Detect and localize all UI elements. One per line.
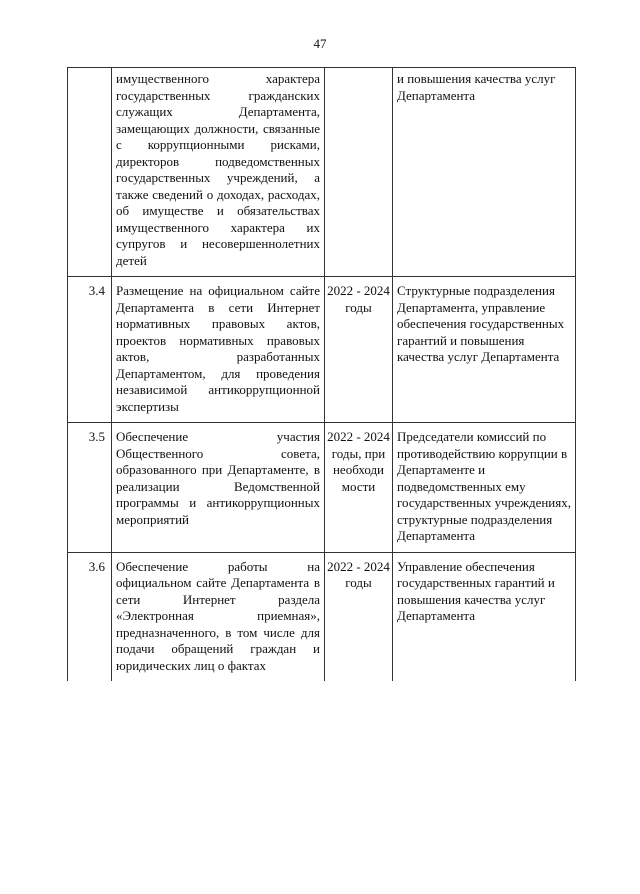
deadline-text [325, 68, 393, 277]
measure-text: имущественного характера государственных гражданских служащих Департамента, замещающих должности, связанные с коррупционными рисками, директоров подведомственных государственных учреждений, а также сведений о доходах, расходах, об имуществе и обязательствах имущественного характера их супругов и несовершеннолетних детей [112, 68, 325, 277]
responsible-text: Структурные подразделения Департамента, управление обеспечения государственных гарантий и повышения качества услуг Департамента [393, 277, 576, 423]
table-row [68, 277, 576, 423]
table-row [68, 423, 576, 553]
measures-table [67, 67, 576, 681]
measure-text: Обеспечение работы на официальном сайте Департамента в сети Интернет раздела «Электронная приемная», предназначенного, в том числе для подачи обращений граждан и юридических лиц о фактах [112, 552, 325, 681]
table-row [68, 552, 576, 681]
row-number [68, 68, 112, 277]
page-number: 47 [313, 36, 327, 51]
row-number: 3.5 [68, 423, 112, 553]
measure-text: Обеспечение участия Общественного совета, образованного при Департаменте, в реализации Ведомственной программы и антикоррупционных мероприятий [112, 423, 325, 553]
responsible-text: и повышения качества услуг Департамента [393, 68, 576, 277]
row-number: 3.4 [68, 277, 112, 423]
deadline-text: 2022 - 2024 годы [325, 277, 393, 423]
deadline-text: 2022 - 2024 годы, при необходи мости [325, 423, 393, 553]
responsible-text: Управление обеспечения государственных гарантий и повышения качества услуг Департамента [393, 552, 576, 681]
table-row [68, 68, 576, 277]
measure-text: Размещение на официальном сайте Департамента в сети Интернет нормативных правовых актов, проектов нормативных правовых актов, разработанных Департаментом, для проведения независимой антикоррупционной экспертизы [112, 277, 325, 423]
row-number: 3.6 [68, 552, 112, 681]
responsible-text: Председатели комиссий по противодействию коррупции в Департаменте и подведомственных ему государственных учреждениях, структурные подразделения Департамента [393, 423, 576, 553]
deadline-text: 2022 - 2024 годы [325, 552, 393, 681]
